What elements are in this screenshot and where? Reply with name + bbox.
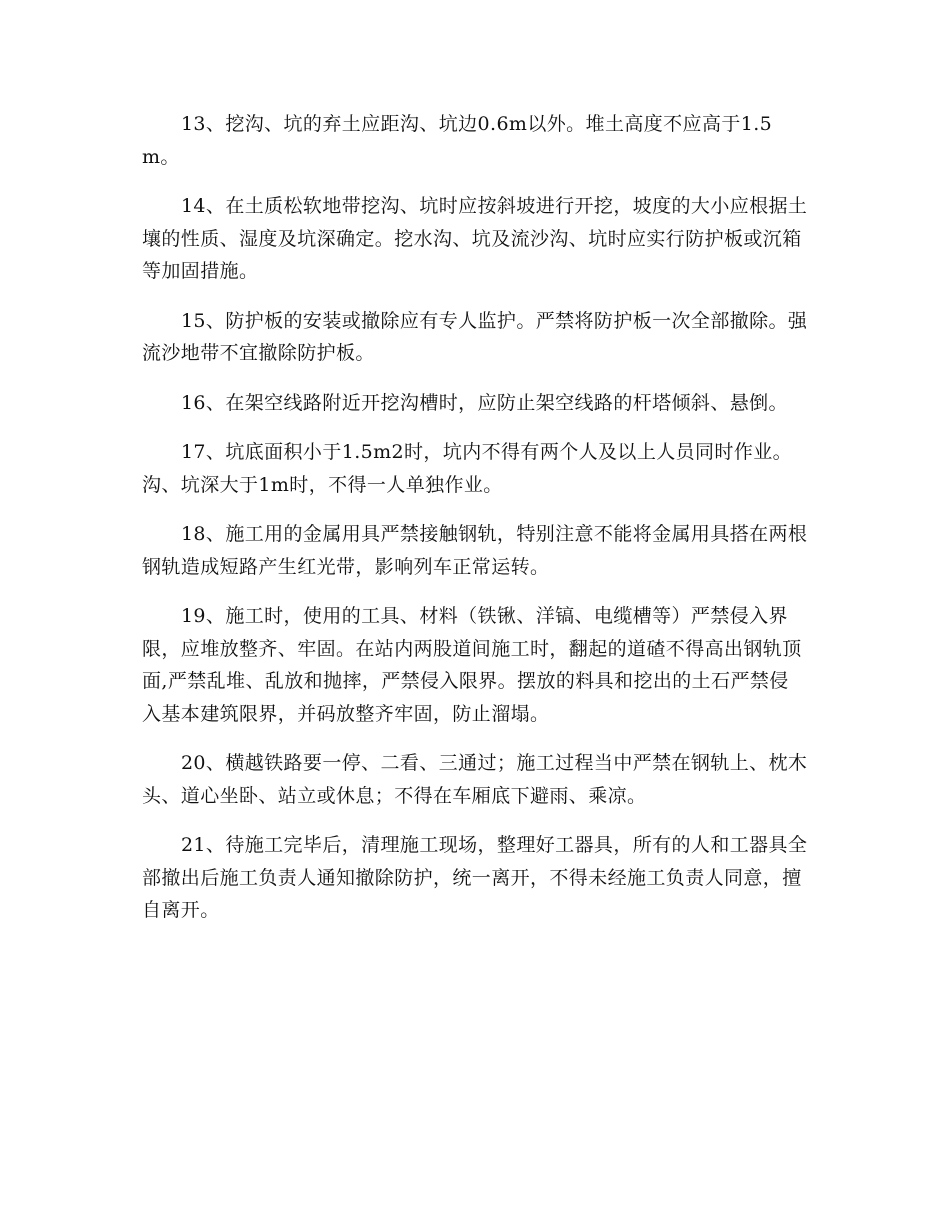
paragraph-20: 20、横越铁路要一停、二看、三通过；施工过程当中严禁在钢轨上、枕木头、道心坐卧、站立或休息；不得在车厢底下避雨、乘凉。 [142, 752, 808, 807]
document-body [142, 108, 808, 944]
paragraph-14: 14、在土质松软地带挖沟、坑时应按斜坡进行开挖，坡度的大小应根据土壤的性质、湿度及坑深确定。挖水沟、坑及流沙沟、坑时应实行防护板或沉箱等加固措施。 [142, 195, 808, 282]
paragraph-16: 16、在架空线路附近开挖沟槽时，应防止架空线路的杆塔倾斜、悬倒。 [180, 391, 788, 414]
paragraph-19: 19、施工时，使用的工具、材料（铁锹、洋镐、电缆槽等）严禁侵入界限，应堆放整齐、牢固。在站内两股道间施工时，翻起的道碴不得高出钢轨顶面,严禁乱堆、乱放和抛摔，严禁侵入限界。摆放的料具和挖出的土石严禁侵入基本建筑限界，并码放整齐牢固，防止溜塌。 [142, 605, 802, 725]
paragraph-15: 15、防护板的安装或撤除应有专人监护。严禁将防护板一次全部撤除。强流沙地带不宜撤除防护板。 [142, 309, 808, 364]
paragraph-21: 21、待施工完毕后，清理施工现场，整理好工器具，所有的人和工器具全部撤出后施工负责人通知撤除防护，统一离开，不得未经施工负责人同意，擅自离开。 [142, 834, 808, 921]
paragraph-18: 18、施工用的金属用具严禁接触钢轨，特别注意不能将金属用具搭在两根钢轨造成短路产生红光带，影响列车正常运转。 [142, 523, 808, 578]
paragraph-17: 17、坑底面积小于1.5m2时，坑内不得有两个人及以上人员同时作业。沟、坑深大于1m时，不得一人单独作业。 [142, 441, 793, 496]
paragraph-13: 13、挖沟、坑的弃土应距沟、坑边0.6m以外。堆土高度不应高于1.5m。 [142, 113, 773, 168]
